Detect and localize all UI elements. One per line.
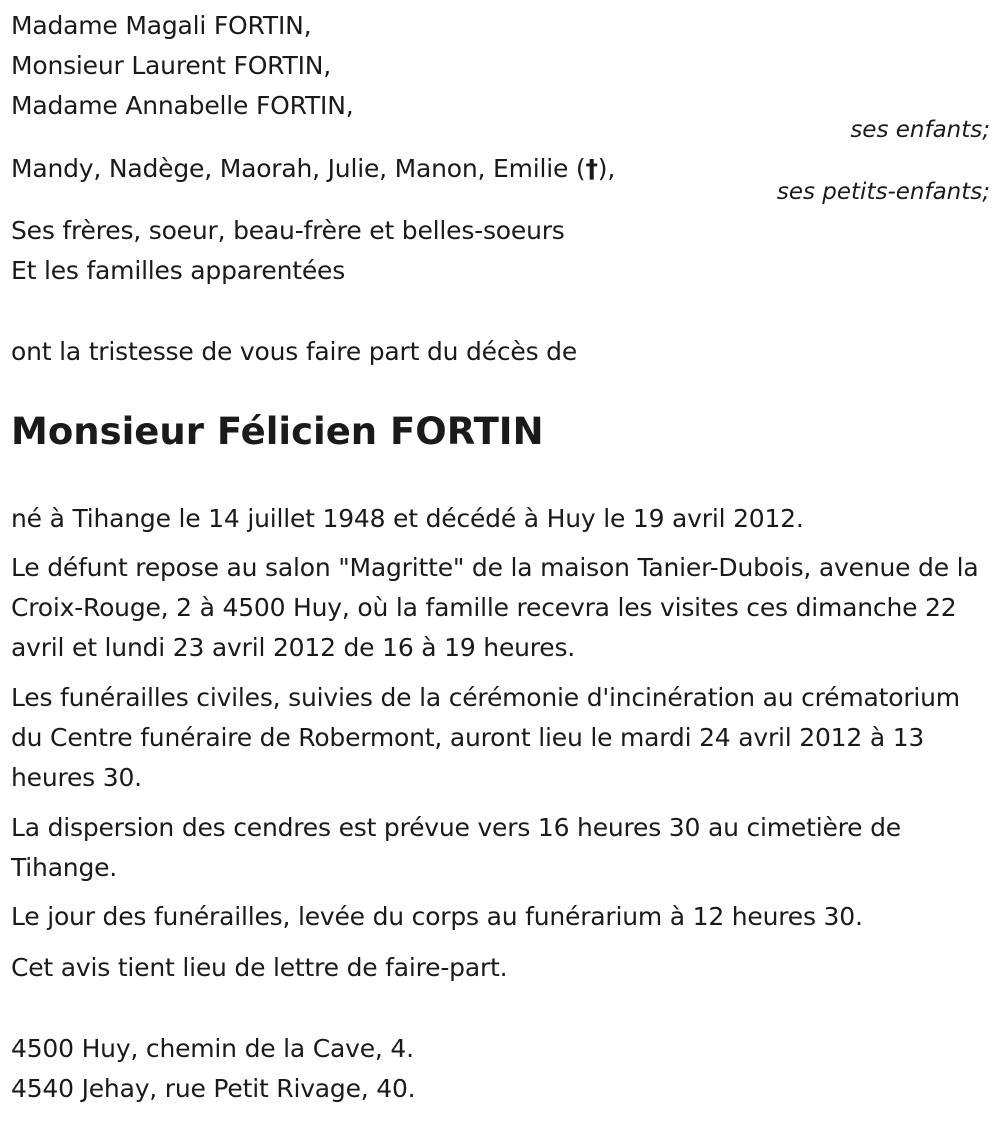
announcement-line: ont la tristesse de vous faire part du décès de [11, 337, 578, 366]
child-name: Madame Annabelle FORTIN, [11, 91, 354, 120]
ashes-paragraph: La dispersion des cendres est prévue vers 16 heures 30 au cimetière de Tihange. [11, 813, 901, 882]
siblings-line: Ses frères, soeur, beau-frère et belles-soeurs [11, 216, 565, 245]
body-removal-paragraph: Le jour des funérailles, levée du corps au funérarium à 12 heures 30. [11, 902, 863, 931]
children-relation: ses enfants; [850, 117, 990, 143]
families-line: Et les familles apparentées [11, 256, 346, 285]
address-line: 4540 Jehay, rue Petit Rivage, 40. [11, 1074, 416, 1103]
grandchildren-relation: ses petits-enfants; [776, 179, 990, 205]
viewing-paragraph: Le défunt repose au salon "Magritte" de la maison Tanier-Dubois, avenue de la Croix-Rouge, 2 à 4500 Huy, où la famille recevra les visites ces dimanche 22 avril et lundi 23 avril 2012 de 16 à 19 heures. [11, 553, 979, 662]
funeral-paragraph: Les funérailles civiles, suivies de la cérémonie d'incinération au crématorium du Centre funéraire de Robermont, auront lieu le mardi 24 avril 2012 à 13 heures 30. [11, 683, 960, 792]
grandchildren-suffix: ), [597, 154, 616, 183]
grandchildren-names [11, 154, 615, 184]
address-line: 4500 Huy, chemin de la Cave, 4. [11, 1034, 414, 1063]
birth-death-paragraph: né à Tihange le 14 juillet 1948 et décédé à Huy le 19 avril 2012. [11, 504, 804, 533]
cross-icon: † [585, 154, 598, 183]
child-name: Madame Magali FORTIN, [11, 11, 312, 40]
deceased-name: Monsieur Félicien FORTIN [11, 410, 544, 453]
grandchildren-list: Mandy, Nadège, Maorah, Julie, Manon, Emilie ( [11, 154, 586, 183]
child-name: Monsieur Laurent FORTIN, [11, 51, 332, 80]
notice-paragraph: Cet avis tient lieu de lettre de faire-part. [11, 953, 508, 982]
